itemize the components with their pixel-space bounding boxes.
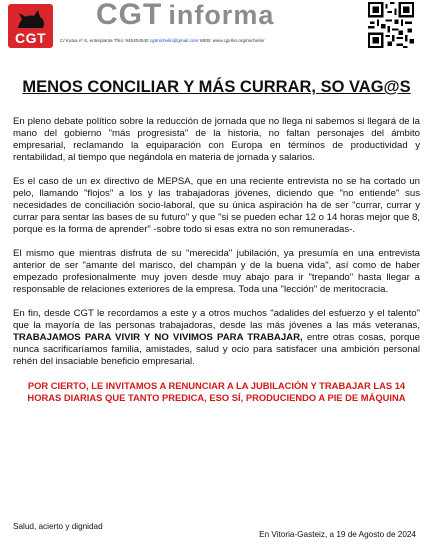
cgt-logo — [8, 4, 53, 48]
red-callout: POR CIERTO, LE INVITAMOS A RENUNCIAR A LA JUBILACIÓN Y TRABAJAR LAS 14 HORAS DIARIAS QUE TANTO PREDICA, ESO SÍ, PRODUCIENDO A PIE DE MÁQUINA — [27, 380, 406, 403]
signoff: Salud, acierto y dignidad — [13, 522, 103, 531]
article-body — [13, 116, 420, 404]
paragraph-4-bold: TRABAJAMOS PARA VIVIR Y NO VIVIMOS PARA TRABAJAR, — [13, 332, 303, 343]
page-title: MENOS CONCILIAR Y MÁS CURRAR, SO VAG@S — [22, 78, 411, 96]
web-text[interactable]: WEB: www.cgt-lkn.org/michelin/ — [199, 38, 265, 43]
date-line: En Vitoria-Gasteiz, a 19 de Agosto de 2024 — [259, 530, 416, 539]
paragraph-4-end: entre otras cosas, porque nunca sacrificaríamos familia, amistades, salud y ocio para satisfacer una ambición personal rehén del insaciable beneficio empresarial. — [13, 332, 420, 367]
paragraph-4-start: En fin, desde CGT le recordamos a este y a otros muchos "adalides del esfuerzo y el talento" que la mayoría de las personas trabajadoras, desde las más jóvenes a las más veteranas, — [13, 308, 420, 331]
email-link[interactable]: cgtmichelin@gmail.com — [149, 38, 199, 43]
paragraph-4 — [13, 308, 420, 368]
brand-informa: informa — [168, 0, 275, 30]
brand-title — [96, 0, 274, 32]
contact-line — [60, 38, 364, 43]
letterhead — [0, 0, 433, 50]
qr-code-icon — [368, 2, 414, 48]
paragraph-1: En pleno debate político sobre la reducción de jornada que no llega ni sabemos si llegará de la mano del gobierno "más progresista" de la historia, no faltan personajes del ámbito empresarial, reclamando la equiparación con Europa en términos de productividad y rentabilidad, al tiempo que negándola en materia de jornada y salarios. — [13, 116, 420, 163]
paragraph-2: Es el caso de un ex directivo de MEPSA, que en una reciente entrevista no se ha cortado un pelo, llamando "flojos" a los y las trabajadoras jóvenes, diciendo que "no entiende" sus necesidades de conciliación socio-laboral, que su única aspiración ha de ser "currar, currar y currar para sentar las bases de su futuro" y que "si se pueden echar 12 o 14 horas mejor que 8, porque es la forma de aprender" -sobre todo si esas extra no son remuneradas-. — [13, 176, 420, 235]
brand-cgt: CGT — [96, 0, 163, 31]
logo-label: CGT — [14, 30, 47, 46]
paragraph-3: El mismo que mientras disfruta de su "merecida" jubilación, ya presumía en una entrevista anterior de ser "amante del marisco, del champán y de la buena vida", así como de haber empezado profesionalmente muy joven desde muy abajo para ir "trepando" hasta llegar a responsable de relaciones exteriores de la empresa. Toda una "lección" de meritocracia. — [13, 248, 420, 295]
address-text: C/ Kutxa nº 6, entreplanta Tfno: 945204040 — [60, 38, 149, 43]
